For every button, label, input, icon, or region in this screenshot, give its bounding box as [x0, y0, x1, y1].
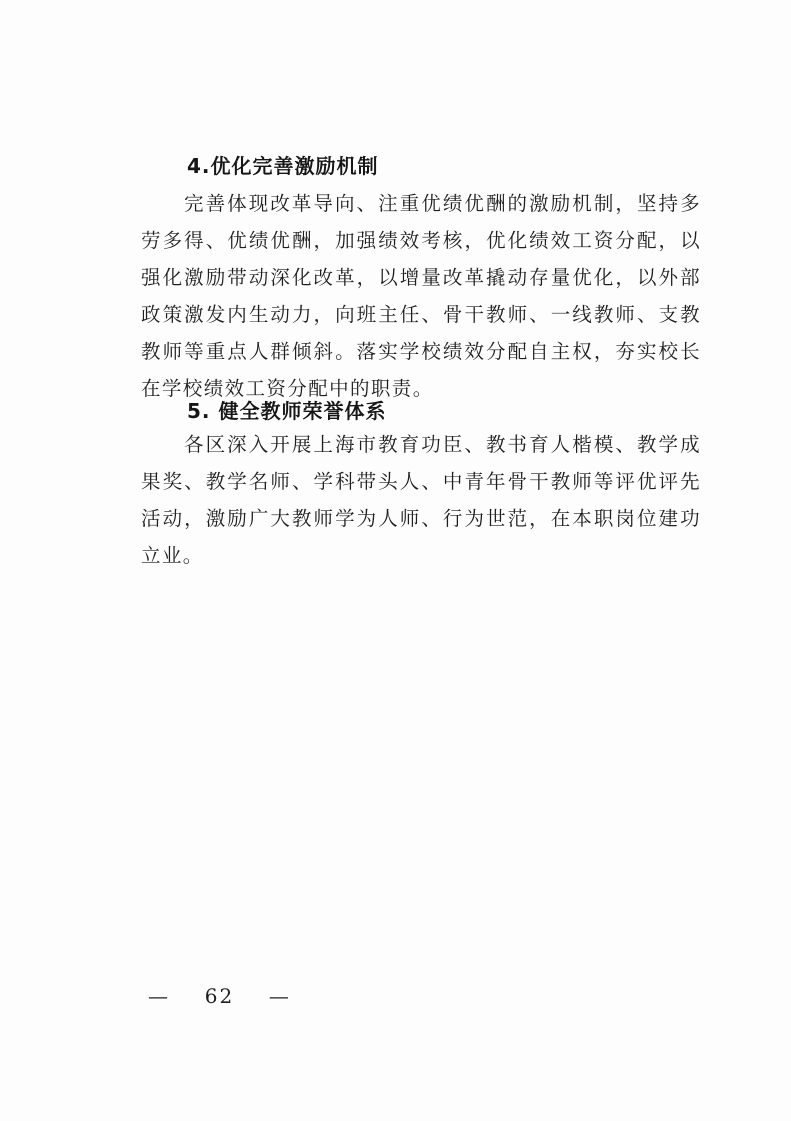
section-5-paragraph: 各区深入开展上海市教育功臣、教书育人楷模、教学成果奖、教学名师、学科带头人、中青年骨干教师等评优评先活动，激励广大教师学为人师、行为世范，在本职岗位建功立业。 — [141, 433, 701, 567]
section-4-heading: 4.优化完善激励机制 — [187, 154, 379, 178]
section-4-paragraph: 完善体现改革导向、注重优绩优酬的激励机制，坚持多劳多得、优绩优酬，加强绩效考核，优化绩效工资分配，以强化激励带动深化改革，以增量改革撬动存量优化，以外部政策激发内生动力，向班主任、骨干教师、一线教师、支教教师等重点人群倾斜。落实学校绩效分配自主权，夯实校长在学校绩效工资分配中的职责。 — [141, 192, 701, 400]
footer-dash-right: — — [268, 984, 291, 1008]
section-5-heading: 5. 健全教师荣誉体系 — [187, 399, 387, 423]
page-footer — [148, 984, 291, 1008]
page-number: 62 — [204, 984, 235, 1008]
footer-dash-left: — — [148, 984, 170, 1008]
